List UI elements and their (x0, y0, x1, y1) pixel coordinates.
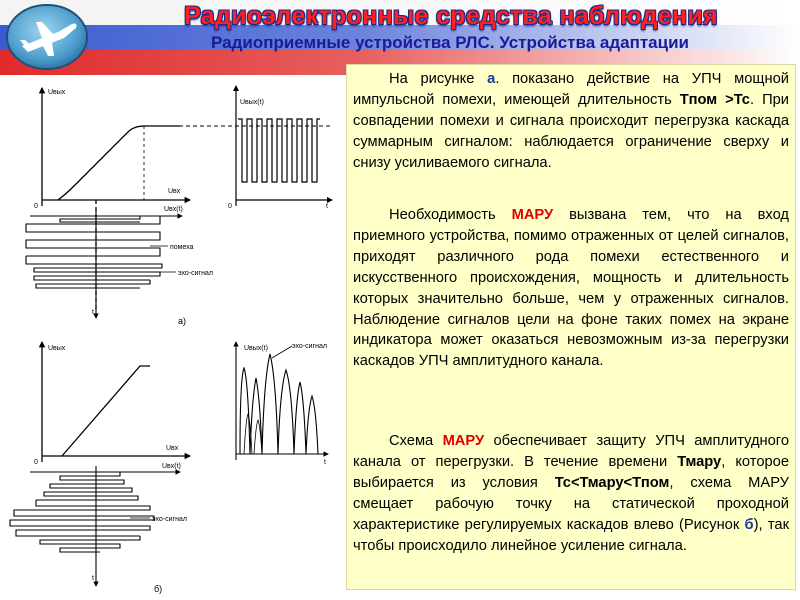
panel-b (10, 342, 328, 594)
figure-ref-a: а (487, 71, 496, 87)
input-signal-b (10, 466, 180, 586)
input-label-b: Uвх(t) (162, 463, 181, 470)
p3-text: ), так чтобы происходило линейное усиление сигнала. (353, 516, 789, 554)
maru-time-term: Тмару (677, 453, 722, 470)
p2-text: вызвана тем, что на вход приемного устройства, помимо отраженных от целей сигналов, приходят различного рода помехи естественного и искусственного происхождения, мощность и длительность которых значительно больше, чем у отраженных сигналов. Наблюдение сигналов цели на фоне таких помех на экране индикатора может оказаться невозможным из-за перегрузки каскадов УПЧ амплитудного канала. (353, 207, 789, 370)
output-t-b: t (324, 459, 326, 466)
p3-text: , которое выбирается из условия (353, 453, 789, 491)
output-y-label-a: Uвых(t) (240, 99, 264, 106)
p1-text: . показано действие на УПЧ мощной импульсной помехи, имеющей длительность (353, 71, 789, 108)
maru-term: МАРУ (442, 433, 485, 449)
figure-ref-b: б (744, 516, 754, 533)
noise-label-a: помеха (170, 244, 194, 251)
echo-label-a: эхо-сигнал (178, 270, 213, 277)
maru-term: МАРУ (511, 207, 554, 223)
p1-text: На рисунке (389, 71, 488, 87)
y-axis-label-b: Uвых (48, 345, 66, 352)
paragraph-2 (353, 205, 789, 372)
x-axis-label-b: Uвх (166, 445, 179, 452)
page-subtitle: Радиоприемные устройства РЛС. Устройства адаптации (211, 33, 689, 52)
input-signal-a (26, 210, 182, 318)
output-origin-a: 0 (228, 203, 232, 210)
output-y-label-b: Uвых(t) (244, 345, 268, 352)
duration-condition: Тпом >Тс (679, 91, 750, 108)
panel-label-b: б) (154, 584, 163, 594)
paragraph-3 (353, 431, 789, 556)
description-textbox (346, 64, 796, 590)
page-title: Радиоэлектронные средства наблюдения (184, 2, 718, 30)
p3-text: , схема МАРУ смещает рабочую точку на статической проходной характеристике регулируемых каскадов влево (Рисунок (353, 474, 789, 533)
p3-text: Схема (389, 433, 443, 449)
output-echo-label-b: эхо-сигнал (292, 343, 327, 350)
origin-a: 0 (34, 203, 38, 210)
p1-text: . При совпадении помехи и сигнала происходит перегрузка каскада суммарным сигналом: наблюдается ограничение сверху и снизу усиливаемого сигнала. (353, 91, 789, 171)
t-label-b: t (92, 575, 94, 582)
origin-b: 0 (34, 459, 38, 466)
input-label-a: Uвх(t) (164, 206, 183, 213)
echo-label-b: эхо-сигнал (152, 516, 187, 523)
figure-diagrams (0, 78, 348, 600)
transfer-characteristic-a (42, 88, 190, 310)
echo-pointer-b-out (272, 346, 292, 358)
p3-text: обеспечивает защиту УПЧ амплитудного канала от перегрузки. В течение времени (353, 433, 789, 470)
panel-a (26, 86, 332, 326)
p2-text: Необходимость (389, 207, 512, 223)
panel-label-a: а) (178, 316, 187, 326)
output-t-a: t (326, 203, 328, 210)
time-condition: Тс<Тмару<Тпом (554, 474, 670, 491)
y-axis-label-a: Uвых (48, 89, 66, 96)
paragraph-1 (353, 69, 789, 174)
airplane-emblem-icon (2, 2, 92, 72)
t-label-a: t (92, 309, 94, 316)
output-signal-b (236, 342, 328, 460)
x-axis-label-a: Uвх (168, 188, 181, 195)
transfer-characteristic-b (42, 342, 190, 462)
